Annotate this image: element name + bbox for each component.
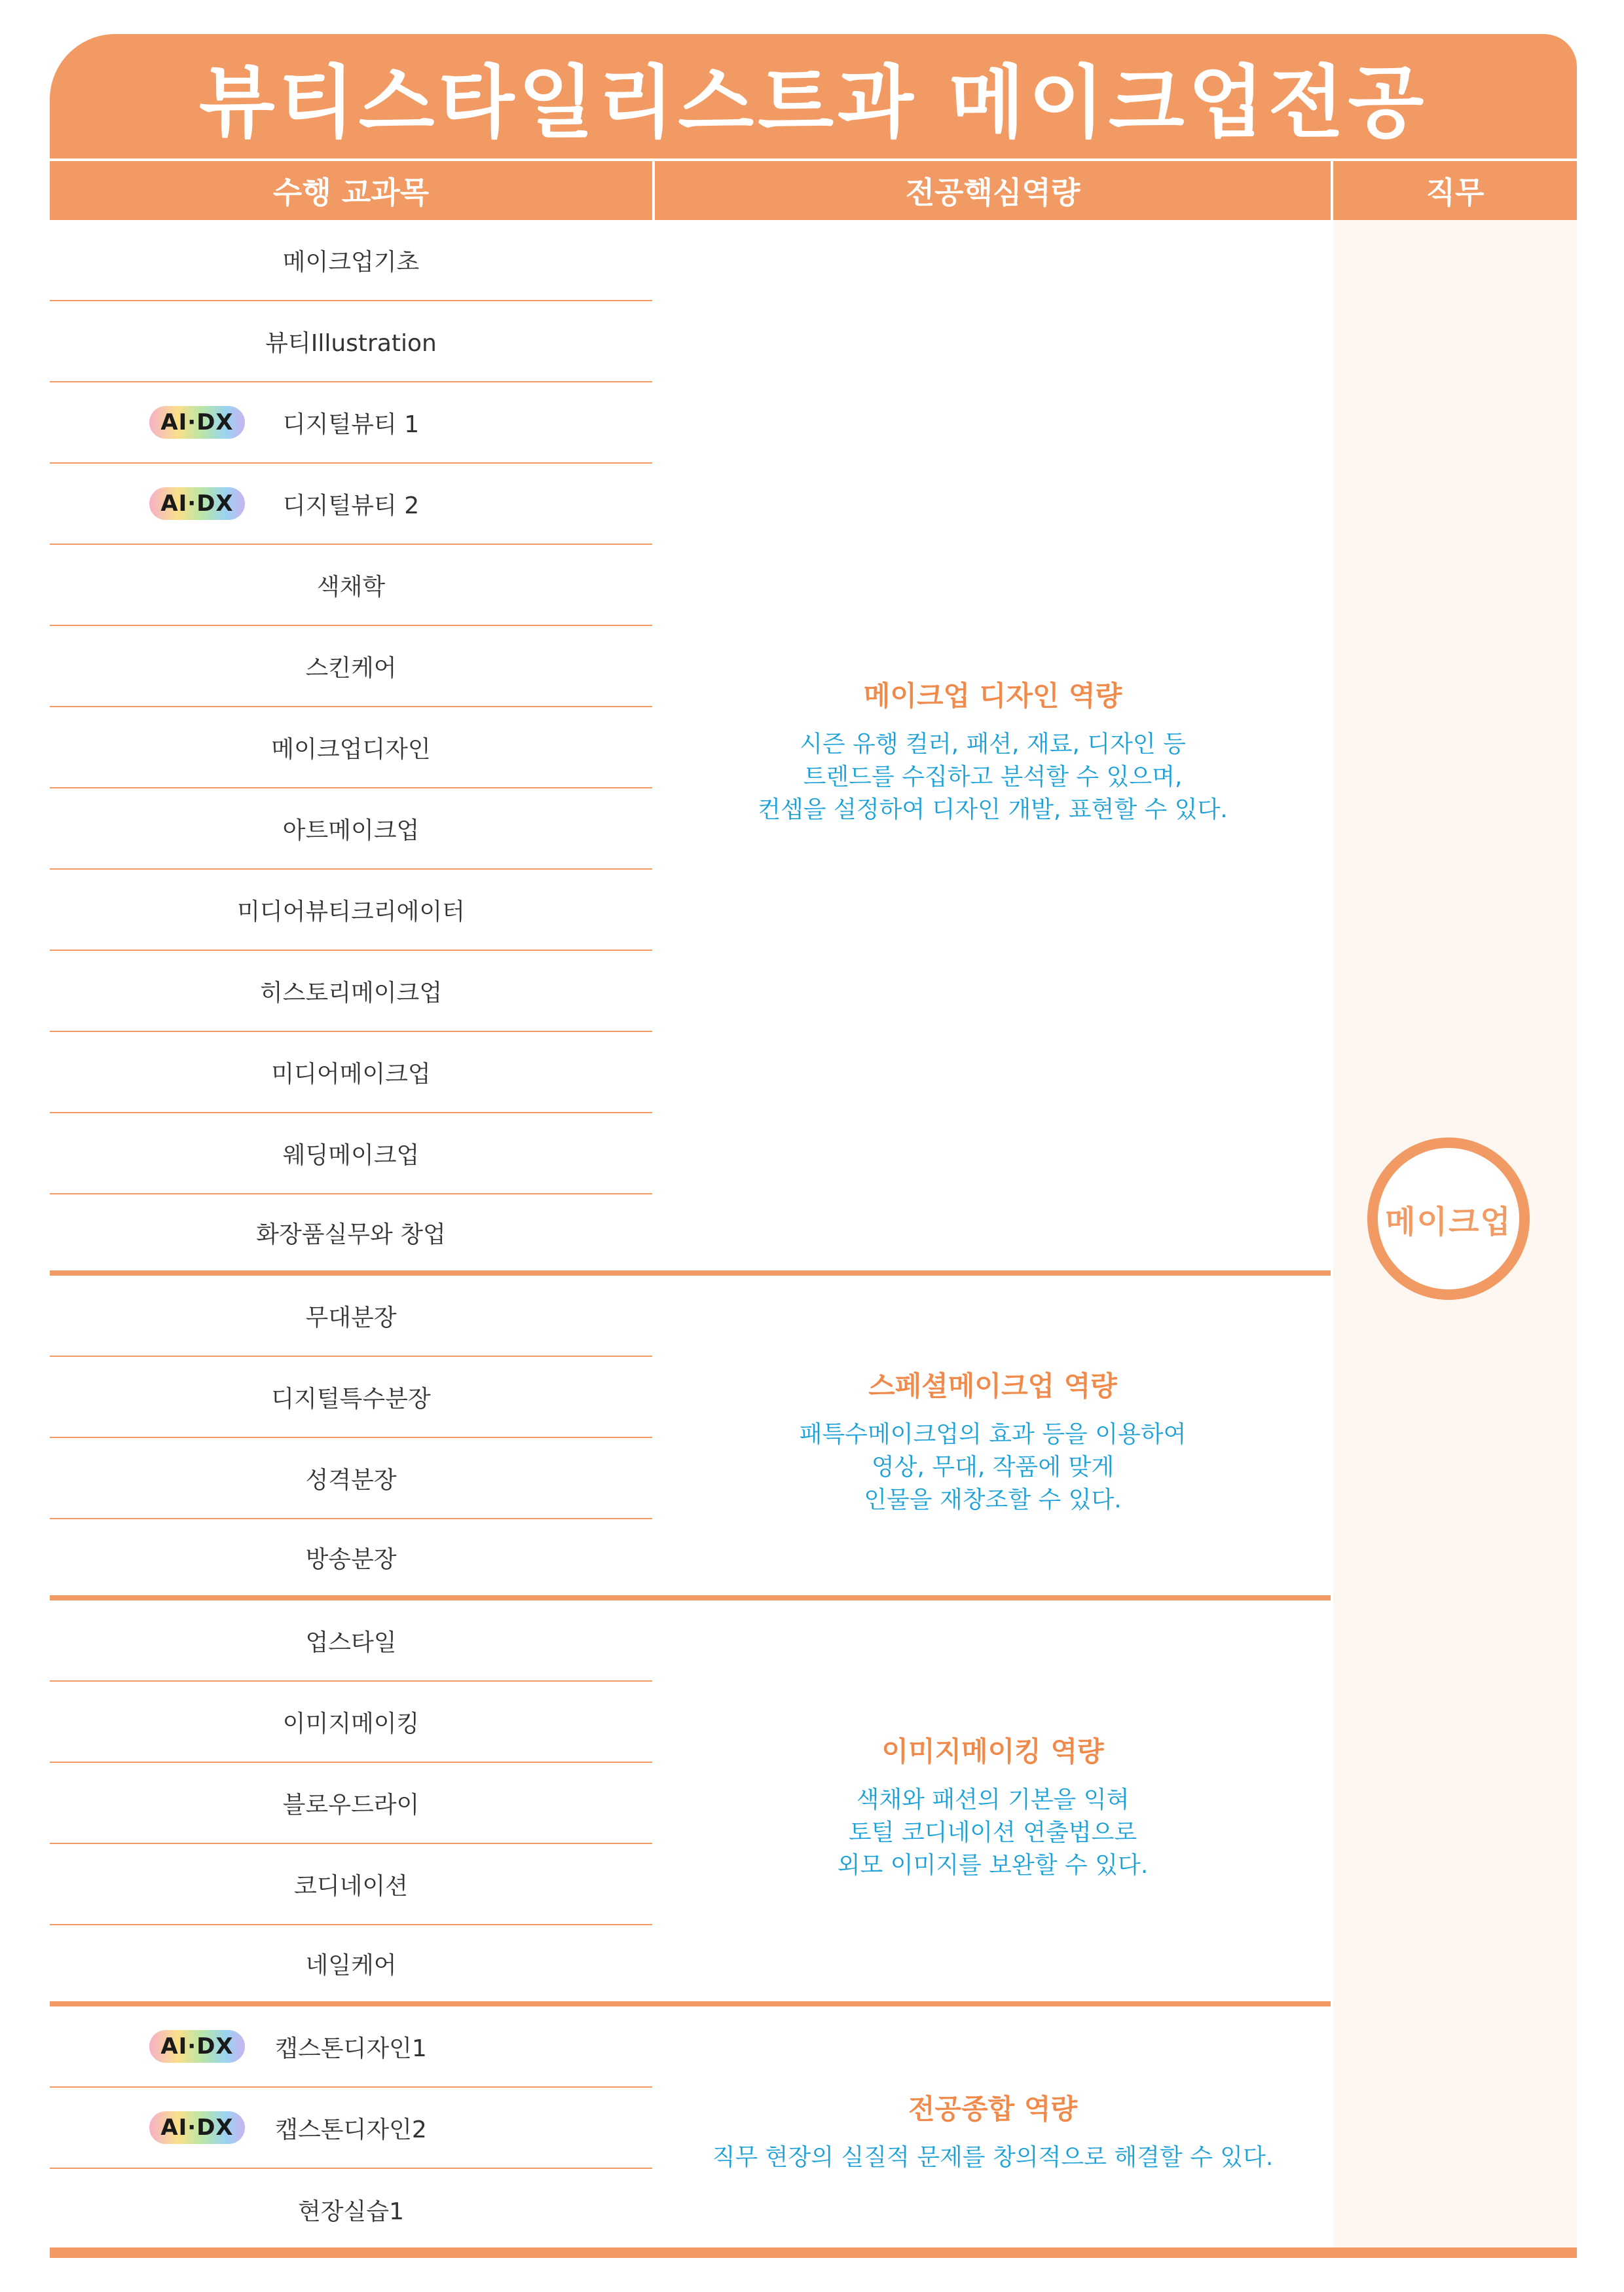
competency-description-line: 외모 이미지를 보완할 수 있다. (837, 1852, 1149, 1879)
course-name: 스킨케어 (305, 654, 397, 682)
competency-description-line: 색채와 패션의 기본을 익혀 (856, 1786, 1130, 1813)
course-row (50, 2006, 652, 2088)
curriculum-sheet (50, 34, 1577, 2258)
course-name: 색채학 (316, 573, 386, 601)
course-name: 디지털뷰티 1 (282, 411, 420, 438)
course-row (50, 1194, 652, 1276)
course-name: 웨딩메이크업 (282, 1141, 420, 1169)
competency-description-line: 인물을 재창조할 수 있다. (864, 1487, 1122, 1513)
course-name: 캡스톤디자인1 (275, 2035, 427, 2062)
course-name: 코디네이션 (294, 1872, 408, 1900)
badge-label: AI·DX (160, 2115, 234, 2141)
course-row (50, 1519, 652, 1600)
course-row (50, 301, 652, 382)
course-name: 디지털특수분장 (271, 1385, 431, 1413)
course-row (50, 1600, 652, 1682)
group-separator (50, 2001, 1331, 2006)
course-name: 블로우드라이 (282, 1791, 420, 1819)
course-row (50, 1113, 652, 1194)
competency-title: 이미지메이킹 역량 (881, 1735, 1104, 1767)
course-row (50, 788, 652, 870)
course-name: 히스토리메이크업 (259, 979, 443, 1007)
badge-label: AI·DX (160, 490, 234, 517)
job-badge-circle (1367, 1137, 1530, 1300)
course-row (50, 220, 652, 301)
course-row (50, 1844, 652, 1925)
table-header-row (50, 161, 1577, 220)
course-name: 미디어뷰티크리에이터 (237, 898, 465, 925)
header-courses: 수행 교과목 (50, 161, 652, 220)
competency-description-line: 컨셉을 설정하여 디자인 개발, 표현할 수 있다. (758, 796, 1228, 823)
competency-description-line: 직무 현장의 실질적 문제를 창의적으로 해결할 수 있다. (712, 2144, 1274, 2171)
group-separator (50, 1595, 1331, 1600)
course-row (50, 2088, 652, 2169)
competency-title: 전공종합 역량 (908, 2093, 1078, 2125)
badge-label: AI·DX (160, 2033, 234, 2060)
course-name: 방송분장 (305, 1545, 397, 1573)
ai-dx-badge (149, 406, 245, 439)
course-row (50, 464, 652, 545)
course-name: 무대분장 (305, 1304, 397, 1331)
course-row (50, 1032, 652, 1113)
competency-block (655, 675, 1331, 826)
course-row (50, 870, 652, 951)
competency-description-line: 시즌 유행 컬러, 패션, 재료, 디자인 등 (800, 731, 1186, 758)
course-row (50, 545, 652, 626)
course-row (50, 2169, 652, 2250)
competency-description-line: 영상, 무대, 작품에 맞게 (871, 1454, 1115, 1481)
competency-title: 메이크업 디자인 역량 (863, 680, 1122, 712)
competency-block (655, 2088, 1331, 2174)
course-name: 디지털뷰티 2 (282, 492, 420, 519)
ai-dx-badge (149, 2030, 245, 2063)
course-name: 뷰티Illustration (265, 329, 437, 357)
job-label: 메이크업 (1385, 1203, 1512, 1240)
competency-title: 스페셜메이크업 역량 (868, 1370, 1117, 1402)
course-name: 캡스톤디자인2 (275, 2116, 427, 2143)
course-list (50, 220, 652, 2250)
course-name: 업스타일 (305, 1629, 397, 1656)
title-bar (50, 34, 1577, 158)
course-row (50, 626, 652, 707)
bottom-rule (50, 2247, 1577, 2258)
course-row (50, 951, 652, 1032)
competency-block (655, 1730, 1331, 1882)
course-row (50, 382, 652, 464)
header-competency: 전공핵심역량 (655, 161, 1331, 220)
ai-dx-badge (149, 2111, 245, 2144)
course-name: 화장품실무와 창업 (256, 1221, 446, 1248)
course-name: 미디어메이크업 (271, 1060, 431, 1088)
course-row (50, 1357, 652, 1438)
course-name: 성격분장 (305, 1466, 397, 1494)
badge-label: AI·DX (160, 409, 234, 435)
group-separator (50, 1270, 1331, 1276)
course-name: 메이크업기초 (282, 248, 420, 276)
course-name: 이미지메이킹 (282, 1710, 420, 1737)
course-row (50, 1438, 652, 1519)
competency-description-line: 패특수메이크업의 효과 등을 이용하여 (799, 1421, 1187, 1448)
course-row (50, 1763, 652, 1844)
header-job: 직무 (1333, 161, 1577, 220)
course-row (50, 1925, 652, 2006)
competency-description-line: 토털 코디네이션 연출법으로 (848, 1819, 1137, 1846)
competency-description-line: 트렌드를 수집하고 분석할 수 있으며, (803, 764, 1183, 790)
page-title: 뷰티스타일리스트과 메이크업전공 (198, 58, 1428, 149)
course-name: 현장실습1 (297, 2198, 404, 2225)
ai-dx-badge (149, 487, 245, 520)
course-name: 메이크업디자인 (271, 735, 431, 763)
course-name: 네일케어 (305, 1951, 397, 1979)
course-row (50, 1276, 652, 1357)
competency-block (655, 1365, 1331, 1517)
course-row (50, 707, 652, 788)
course-name: 아트메이크업 (282, 817, 420, 844)
course-row (50, 1682, 652, 1763)
